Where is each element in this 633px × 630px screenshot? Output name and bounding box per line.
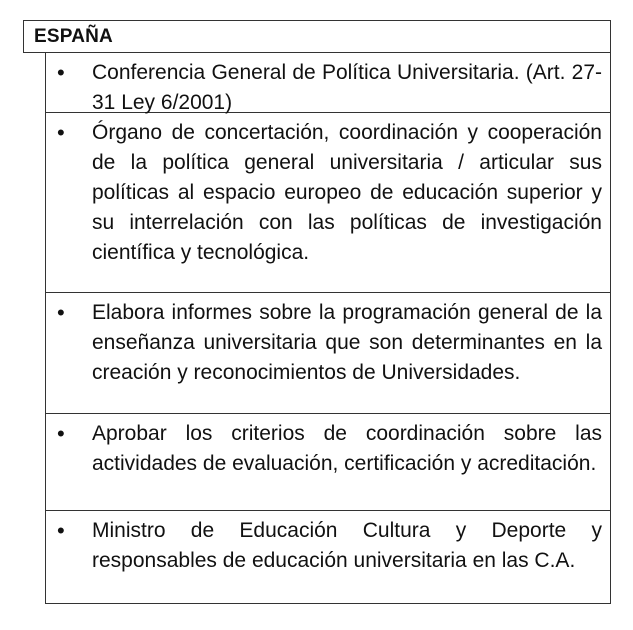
bullet-icon: • [57,60,65,85]
bullet-icon: • [57,518,65,543]
bullet-icon: • [57,300,65,325]
table-row [45,113,611,293]
table-row [45,53,611,113]
country-table [23,20,611,604]
bullet-icon: • [57,421,65,446]
table-header [23,20,611,53]
bullet-icon: • [57,120,65,145]
table-rows [45,53,611,604]
row-text: Conferencia General de Política Universitaria. (Art. 27-31 Ley 6/2001) [92,61,602,114]
row-text: Órgano de concertación, coordinación y cooperación de la política general universitaria / articular sus políticas al espacio europeo de educación superior y su interrelación con las políticas de investigación científica y tecnológica. [92,121,602,264]
table-row [45,293,611,414]
table-row [45,414,611,511]
table-row [45,511,611,604]
header-title: ESPAÑA [34,26,113,47]
row-text: Aprobar los criterios de coordinación sobre las actividades de evaluación, certificación y acreditación. [92,422,602,475]
row-text: Elabora informes sobre la programación general de la enseñanza universitaria que son determinantes en la creación y reconocimientos de Universidades. [92,301,602,384]
row-text: Ministro de Educación Cultura y Deporte y responsables de educación universitaria en las C.A. [92,519,602,572]
